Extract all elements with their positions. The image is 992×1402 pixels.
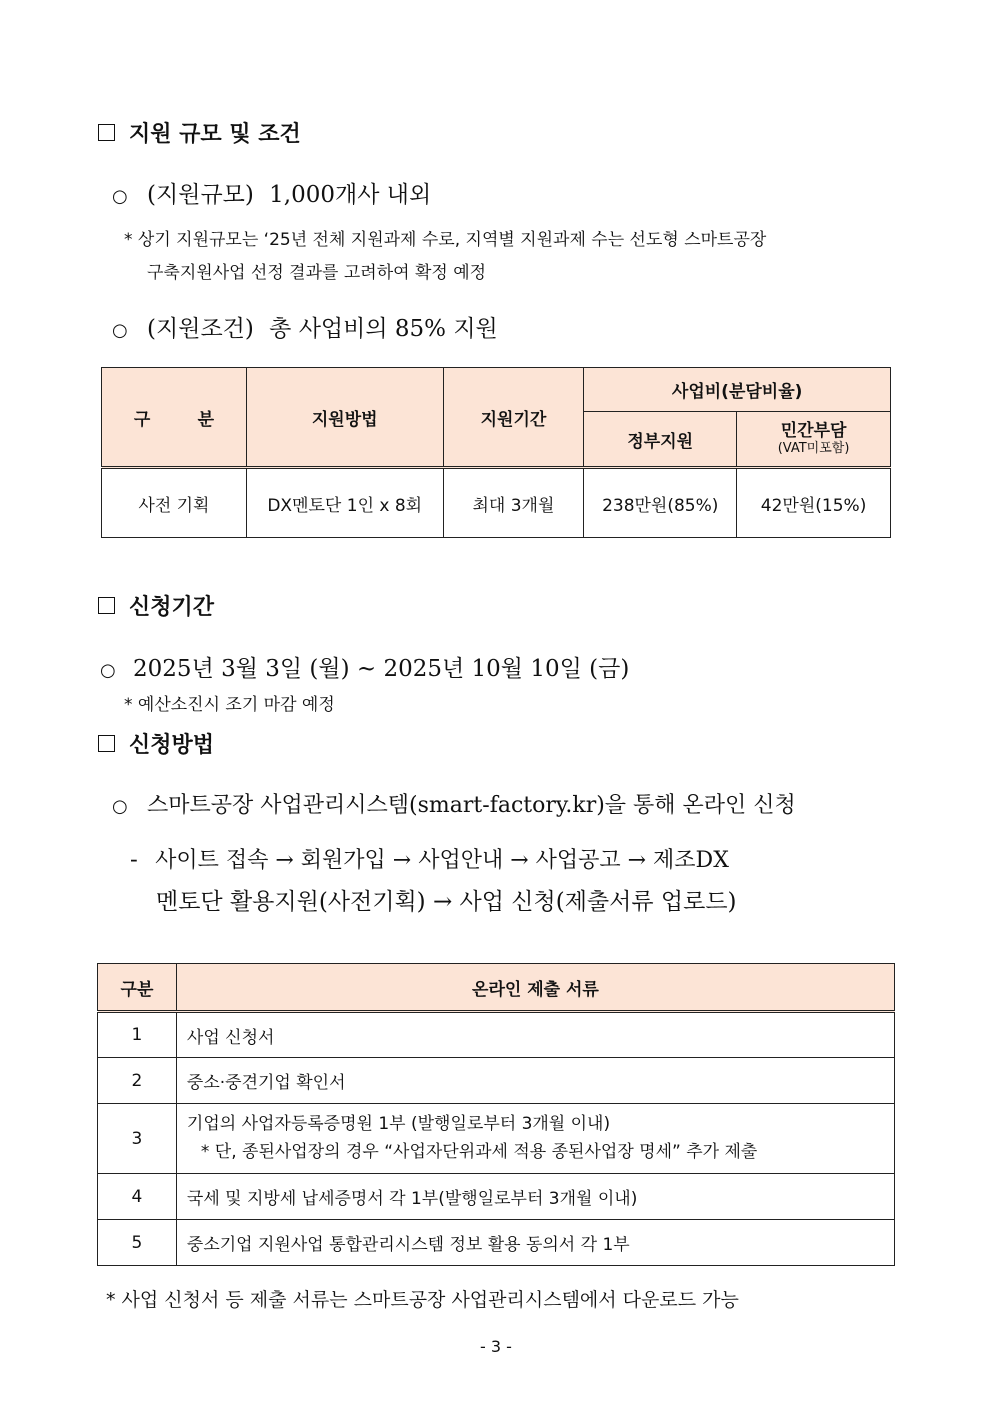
checkbox-bullet-icon [98,597,115,614]
application-period-line: ○ 2025년 3월 3일 (월) ~ 2025년 10월 10일 (금) [100,656,630,682]
scale-note-1: * 상기 지원규모는 ‘25년 전체 지원과제 수로, 지역별 지원과제 수는 선도형 스마트공장 [124,230,767,250]
steps-line-2: 멘토단 활용지원(사전기획) → 사업 신청(제출서류 업로드) [156,889,737,915]
application-method-line: ○ 스마트공장 사업관리시스템(smart-factory.kr)을 통해 온라인 신청 [112,793,796,818]
checkbox-bullet-icon [98,124,115,141]
header-private: 민간부담 (VAT미포함) [737,412,891,468]
footer-note: * 사업 신청서 등 제출 서류는 스마트공장 사업관리시스템에서 다운로드 가능 [106,1289,739,1311]
row-category: 사전 기획 [102,468,247,538]
table-row: 3 기업의 사업자등록증명원 1부 (발행일로부터 3개월 이내) * 단, 종된사업장의 경우 “사업자단위과세 적용 종된사업장 명세” 추가 제출 [98,1104,895,1174]
header-no: 구분 [98,964,177,1012]
table-row: 5 중소기업 지원사업 통합관리시스템 정보 활용 동의서 각 1부 [98,1220,895,1266]
checkbox-bullet-icon [98,735,115,752]
period-note: * 예산소진시 조기 마감 예정 [124,695,335,715]
header-method: 지원방법 [246,368,443,468]
header-docs: 온라인 제출 서류 [176,964,894,1012]
documents-table [97,963,895,1266]
table-row: 1 사업 신청서 [98,1012,895,1058]
scale-note-2: 구축지원사업 선정 결과를 고려하여 확정 예정 [147,263,487,283]
support-condition-line: ○ (지원조건) 총 사업비의 85% 지원 [112,316,498,342]
row-private: 42만원(15%) [737,468,891,538]
section-title-method: 신청방법 [98,728,214,759]
section-title-support: 지원 규모 및 조건 [98,117,301,148]
cost-table [101,367,891,538]
circle-bullet-icon: ○ [112,186,128,207]
circle-bullet-icon: ○ [100,660,116,681]
row-period: 최대 3개월 [443,468,584,538]
table-row: 2 중소·중견기업 확인서 [98,1058,895,1104]
circle-bullet-icon: ○ [112,796,128,817]
header-period: 지원기간 [443,368,584,468]
steps-line-1: - 사이트 접속 → 회원가입 → 사업안내 → 사업공고 → 제조DX [130,847,729,873]
header-gov: 정부지원 [584,412,737,468]
header-category: 구 분 [102,368,247,468]
row-gov: 238만원(85%) [584,468,737,538]
section-title-period: 신청기간 [98,590,214,621]
circle-bullet-icon: ○ [112,320,128,341]
header-cost: 사업비(분담비율) [584,368,891,412]
page-number: - 3 - [480,1337,512,1356]
row-method: DX멘토단 1인 x 8회 [246,468,443,538]
support-scale-line: ○ (지원규모) 1,000개사 내외 [112,182,432,208]
table-row: 4 국세 및 지방세 납세증명서 각 1부(발행일로부터 3개월 이내) [98,1174,895,1220]
